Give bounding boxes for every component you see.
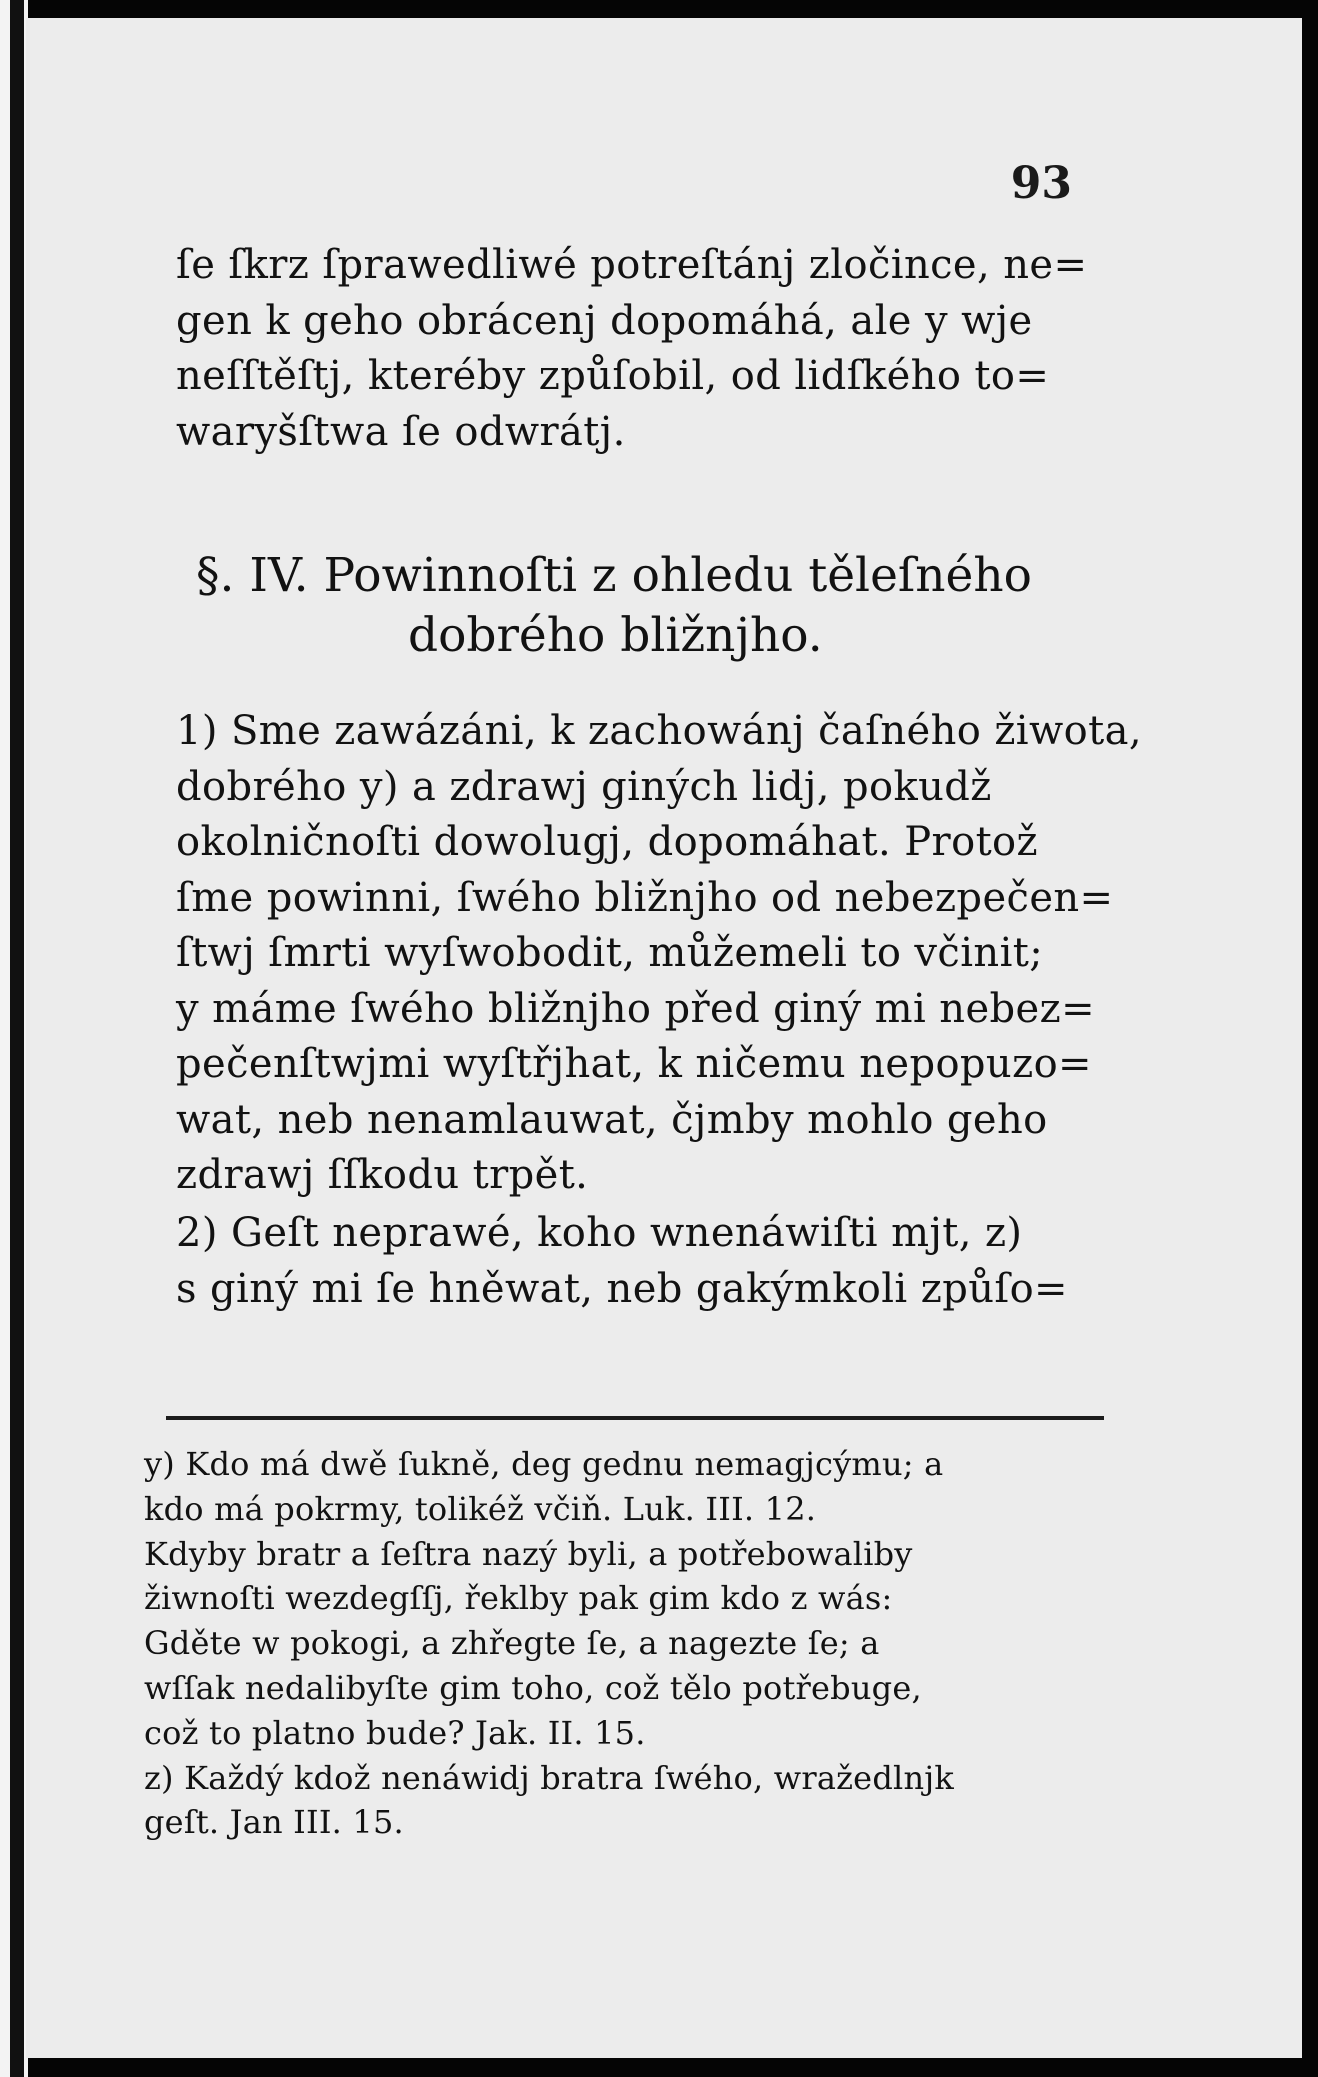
heading-line-2: dobrého bližnjho.: [408, 608, 823, 663]
text-line: 1) Sme zawázáni, k zachowánj čaſného žiwota,: [176, 708, 1142, 754]
text-line: ſme powinni, ſwého bližnjho od nebezpečen=: [176, 874, 1114, 921]
footnote-line: což to platno bude? Jak. II. 15.: [144, 1713, 646, 1752]
text-line: s giný mi ſe hněwat, neb gakýmkoli způſo=: [176, 1265, 1068, 1312]
intro-paragraph: [176, 238, 1101, 460]
footnotes: [144, 1442, 1104, 1845]
footnote-line: Gděte w pokogi, a zhřegte ſe, a nagezte ſe; a: [144, 1624, 880, 1663]
footnote-line: wſſak nedalibyſte gim toho, což tělo potřebuge,: [144, 1668, 922, 1707]
text-line: pečenſtwjmi wyſtřjhat, k ničemu nepopuzo=: [176, 1041, 1092, 1087]
text-line: neſſtěſtj, kteréby způſobil, od lidſkého to=: [176, 353, 1050, 399]
text-line: zdrawj ſſkodu trpět.: [176, 1152, 589, 1198]
footnote-divider: [166, 1416, 1104, 1420]
text-line: okolničnoſti dowolugj, dopomáhat. Protož: [176, 819, 1038, 865]
footnote-line: žiwnoſti wezdegſſj, řeklby pak gim kdo z wás:: [144, 1579, 893, 1618]
heading-line-1: §. IV. Powinnoſti z ohledu těleſného: [196, 548, 1032, 603]
footnote-line: z) Každý kdož nenáwidj bratra ſwého, wražedlnjk: [144, 1758, 954, 1797]
footnote-line: Kdyby bratr a ſeſtra nazý byli, a potřebowaliby: [144, 1534, 913, 1573]
text-line: waryšſtwa ſe odwrátj.: [176, 408, 626, 455]
text-line: dobrého y) a zdrawj giných lidj, pokudž: [176, 763, 992, 810]
binding-shadow: [10, 0, 24, 2077]
section-heading: [196, 546, 1096, 666]
text-line: ſtwj ſmrti wyſwobodit, můžemeli to včinit;: [176, 930, 1044, 976]
paragraph-2: [176, 1206, 1101, 1317]
footnote-line: y) Kdo má dwě ſukně, deg gednu nemagjcýmu; a: [144, 1445, 944, 1483]
text-line: ſe ſkrz ſprawedliwé potreſtánj zločince, ne=: [176, 242, 1088, 288]
paragraph-1: [176, 704, 1142, 1204]
book-page: [26, 18, 1302, 2058]
text-line: 2) Geſt neprawé, koho wnenáwiſti mjt, z): [176, 1210, 1023, 1256]
footnote-line: geſt. Jan III. 15.: [144, 1803, 404, 1842]
page-number: 93: [1010, 158, 1072, 209]
text-line: y máme ſwého bližnjho před giný mi nebez=: [176, 985, 1095, 1032]
footnote-line: kdo má pokrmy, tolikéž včiň. Luk. III. 12.: [144, 1489, 817, 1528]
text-line: wat, neb nenamlauwat, čjmby mohlo geho: [176, 1096, 1048, 1143]
text-line: gen k geho obrácenj dopomáhá, ale y wje: [176, 297, 1033, 344]
